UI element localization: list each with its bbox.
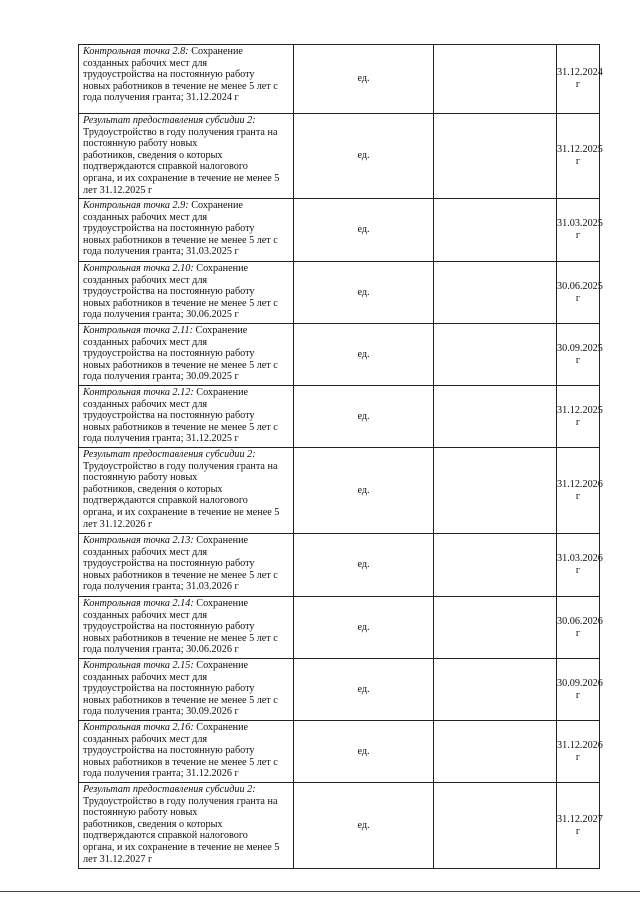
description-line: созданных рабочих мест для <box>83 274 208 286</box>
description-lead-rest: Сохранение <box>195 325 248 336</box>
description-line: трудоустройства на постоянную работу <box>83 558 255 570</box>
description-first-line <box>83 784 291 796</box>
description-line: новых работников в течение не менее 5 лет с <box>83 756 278 768</box>
description-cell <box>79 199 294 262</box>
description-line: созданных рабочих мест для <box>83 609 208 621</box>
table-row <box>79 262 600 324</box>
date-cell: 31.12.2025 г <box>557 114 600 199</box>
description-line: Трудоустройство в году получения гранта на <box>83 126 278 138</box>
description-lead: Контрольная точка 2.9: <box>83 200 189 211</box>
description-lead: Контрольная точка 2.12: <box>83 387 194 398</box>
empty-cell <box>434 721 557 783</box>
description-cell <box>79 721 294 783</box>
page-bottom-rule <box>0 891 640 892</box>
description-line: работников, сведения о которых <box>83 149 223 161</box>
description-lead: Контрольная точка 2.15: <box>83 660 194 671</box>
description-lead: Результат предоставления субсидии 2: <box>83 449 256 460</box>
table-row <box>79 721 600 783</box>
description-cell <box>79 324 294 386</box>
table-row <box>79 534 600 597</box>
description-lead: Контрольная точка 2.13: <box>83 535 194 546</box>
description-first-line <box>83 325 291 337</box>
description-line: постоянную работу новых <box>83 138 198 150</box>
table-row <box>79 45 600 114</box>
empty-cell <box>434 45 557 114</box>
description-first-line <box>83 387 291 399</box>
description-line: созданных рабочих мест для <box>83 211 208 223</box>
description-first-line <box>83 535 291 547</box>
description-line: созданных рабочих мест для <box>83 671 208 683</box>
description-lead-rest: Сохранение <box>191 200 243 211</box>
description-cell <box>79 448 294 534</box>
unit-cell: ед. <box>294 262 434 324</box>
description-line: новых работников в течение не менее 5 лет с <box>83 632 278 644</box>
empty-cell <box>434 262 557 324</box>
description-first-line <box>83 722 291 734</box>
date-cell: 30.09.2025 г <box>557 324 600 386</box>
description-line: новых работников в течение не менее 5 лет с <box>83 359 278 371</box>
empty-cell <box>434 448 557 534</box>
unit-cell: ед. <box>294 45 434 114</box>
description-first-line <box>83 115 291 127</box>
description-line: года получения гранта; 30.09.2025 г <box>83 371 239 383</box>
description-line: созданных рабочих мест для <box>83 398 208 410</box>
date-cell: 30.09.2026 г <box>557 659 600 721</box>
description-line: работников, сведения о которых <box>83 483 223 495</box>
description-cell <box>79 114 294 199</box>
description-line: лет 31.12.2026 г <box>83 518 153 530</box>
description-line: созданных рабочих мест для <box>83 546 208 558</box>
description-lead: Контрольная точка 2.14: <box>83 598 194 609</box>
unit-cell: ед. <box>294 448 434 534</box>
description-line: года получения гранта; 31.03.2026 г <box>83 581 239 593</box>
description-lead-rest: Сохранение <box>196 722 249 733</box>
description-line: новых работников в течение не менее 5 лет с <box>83 569 278 581</box>
table-row <box>79 659 600 721</box>
description-lead-rest: Сохранение <box>196 387 249 398</box>
description-line: года получения гранта; 31.12.2025 г <box>83 433 239 445</box>
empty-cell <box>434 114 557 199</box>
empty-cell <box>434 324 557 386</box>
description-lead-rest: Сохранение <box>196 263 249 274</box>
description-line: трудоустройства на постоянную работу <box>83 69 255 81</box>
unit-cell: ед. <box>294 597 434 659</box>
description-cell <box>79 597 294 659</box>
description-line: работников, сведения о которых <box>83 818 223 830</box>
date-cell: 31.12.2026 г <box>557 721 600 783</box>
description-line: созданных рабочих мест для <box>83 336 208 348</box>
description-lead-rest: Сохранение <box>191 46 243 57</box>
description-line: года получения гранта; 31.12.2026 г <box>83 768 239 780</box>
description-first-line <box>83 660 291 672</box>
description-line: органа, и их сохранение в течение не менее 5 <box>83 841 280 853</box>
description-cell <box>79 45 294 114</box>
table-row <box>79 783 600 869</box>
description-line: года получения гранта; 31.12.2024 г <box>83 92 239 104</box>
description-lead: Контрольная точка 2.16: <box>83 722 194 733</box>
date-cell: 31.03.2025 г <box>557 199 600 262</box>
description-line: новых работников в течение не менее 5 лет с <box>83 80 278 92</box>
date-cell: 31.12.2026 г <box>557 448 600 534</box>
description-cell <box>79 783 294 869</box>
indicators-table <box>78 44 603 869</box>
description-lead-rest: Сохранение <box>196 660 249 671</box>
unit-cell: ед. <box>294 534 434 597</box>
description-line: лет 31.12.2025 г <box>83 184 153 196</box>
date-cell: 31.03.2026 г <box>557 534 600 597</box>
description-line: подтверждаются справкой налогового <box>83 830 248 842</box>
table-row <box>79 114 600 199</box>
unit-cell: ед. <box>294 721 434 783</box>
empty-cell <box>434 597 557 659</box>
description-line: трудоустройства на постоянную работу <box>83 410 255 422</box>
description-line: трудоустройства на постоянную работу <box>83 621 255 633</box>
empty-cell <box>434 783 557 869</box>
date-cell: 31.12.2024 г <box>557 45 600 114</box>
description-line: новых работников в течение не менее 5 лет с <box>83 297 278 309</box>
description-line: созданных рабочих мест для <box>83 733 208 745</box>
description-line: трудоустройства на постоянную работу <box>83 348 255 360</box>
table-row <box>79 199 600 262</box>
unit-cell: ед. <box>294 659 434 721</box>
description-lead-rest: Сохранение <box>196 598 249 609</box>
description-first-line <box>83 46 291 58</box>
description-cell <box>79 534 294 597</box>
description-lead: Контрольная точка 2.10: <box>83 263 194 274</box>
description-lead: Результат предоставления субсидии 2: <box>83 115 256 126</box>
unit-cell: ед. <box>294 783 434 869</box>
description-first-line <box>83 598 291 610</box>
table-row <box>79 448 600 534</box>
description-line: постоянную работу новых <box>83 472 198 484</box>
table-row <box>79 324 600 386</box>
description-lead: Результат предоставления субсидии 2: <box>83 784 256 795</box>
description-line: Трудоустройство в году получения гранта на <box>83 460 278 472</box>
date-cell: 30.06.2026 г <box>557 597 600 659</box>
description-cell <box>79 659 294 721</box>
description-line: трудоустройства на постоянную работу <box>83 286 255 298</box>
table-row <box>79 386 600 448</box>
table-row <box>79 597 600 659</box>
description-line: года получения гранта; 30.06.2025 г <box>83 309 239 321</box>
unit-cell: ед. <box>294 386 434 448</box>
unit-cell: ед. <box>294 114 434 199</box>
date-cell: 31.12.2025 г <box>557 386 600 448</box>
description-first-line <box>83 200 291 212</box>
description-line: новых работников в течение не менее 5 лет с <box>83 234 278 246</box>
description-line: года получения гранта; 31.03.2025 г <box>83 246 239 258</box>
description-line: новых работников в течение не менее 5 лет с <box>83 694 278 706</box>
description-lead-rest: Сохранение <box>196 535 249 546</box>
date-cell: 31.12.2027 г <box>557 783 600 869</box>
description-line: года получения гранта; 30.09.2026 г <box>83 706 239 718</box>
description-line: трудоустройства на постоянную работу <box>83 683 255 695</box>
description-cell <box>79 262 294 324</box>
empty-cell <box>434 199 557 262</box>
description-line: созданных рабочих мест для <box>83 57 208 69</box>
description-line: трудоустройства на постоянную работу <box>83 223 255 235</box>
date-cell: 30.06.2025 г <box>557 262 600 324</box>
description-line: подтверждаются справкой налогового <box>83 495 248 507</box>
description-line: Трудоустройство в году получения гранта на <box>83 795 278 807</box>
description-line: трудоустройства на постоянную работу <box>83 745 255 757</box>
description-line: органа, и их сохранение в течение не менее 5 <box>83 506 280 518</box>
description-line: лет 31.12.2027 г <box>83 853 153 865</box>
empty-cell <box>434 534 557 597</box>
description-cell <box>79 386 294 448</box>
description-lead: Контрольная точка 2.8: <box>83 46 189 57</box>
empty-cell <box>434 659 557 721</box>
empty-cell <box>434 386 557 448</box>
unit-cell: ед. <box>294 324 434 386</box>
description-line: подтверждаются справкой налогового <box>83 161 248 173</box>
description-line: года получения гранта; 30.06.2026 г <box>83 644 239 656</box>
description-first-line <box>83 263 291 275</box>
description-lead: Контрольная точка 2.11: <box>83 325 193 336</box>
unit-cell: ед. <box>294 199 434 262</box>
description-line: новых работников в течение не менее 5 лет с <box>83 421 278 433</box>
description-first-line <box>83 449 291 461</box>
description-line: постоянную работу новых <box>83 807 198 819</box>
description-line: органа, и их сохранение в течение не менее 5 <box>83 172 280 184</box>
